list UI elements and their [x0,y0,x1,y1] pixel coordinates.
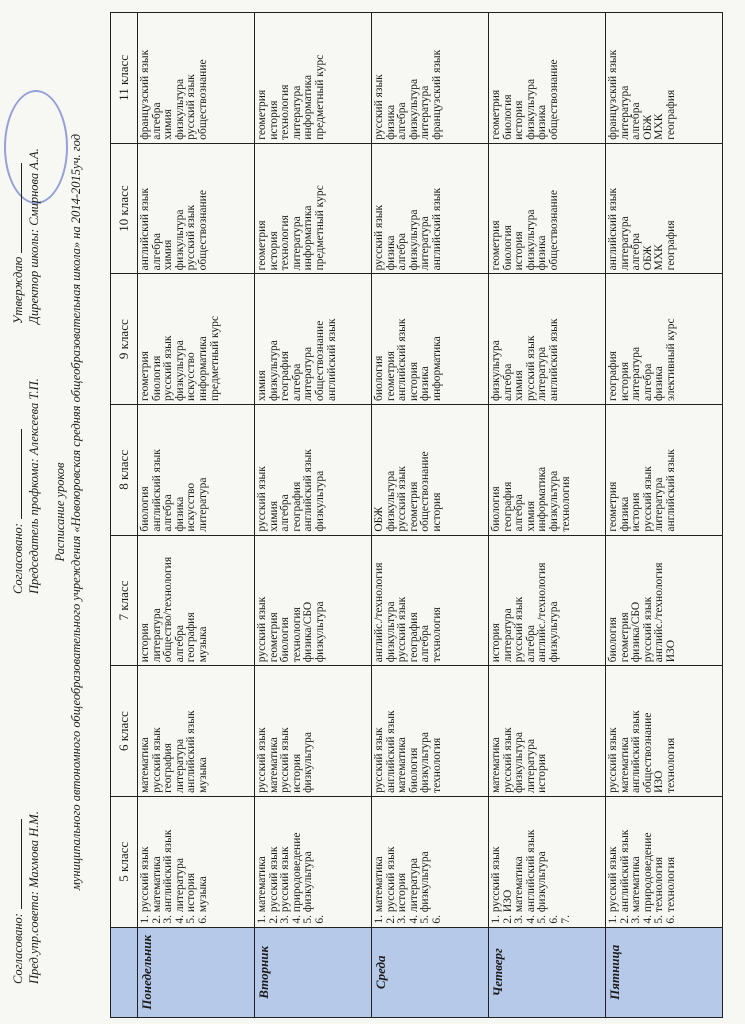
lesson: английский язык [630,710,643,793]
lesson: литература [290,85,303,140]
lesson: 3. математика [513,856,526,924]
lesson-cell [138,274,255,405]
lesson: русский язык [373,74,385,140]
lesson: обществознание [196,59,209,140]
lesson: английский язык [185,710,198,793]
lesson: музыка [196,626,209,663]
day-label: Вторник [255,927,372,1017]
lesson: физкультура [384,601,397,663]
lesson: алгебра [396,233,409,271]
lesson: физика [384,235,397,271]
lesson: ОБЖ [373,506,385,532]
day-row [372,13,489,1018]
lesson: география [279,351,292,401]
lesson: английский язык [396,318,409,401]
lesson: технология [559,476,572,532]
document-title [52,0,84,1024]
day-label: Пятница [606,927,723,1017]
lesson: обществознание [313,320,326,401]
lesson: физика/СБО [302,601,315,663]
lesson-cell [372,274,489,405]
lesson: ИЗО [664,639,677,663]
lesson: русский язык [150,727,163,793]
lesson: 1. русский язык [490,846,502,924]
lesson-cell [138,535,255,666]
lesson: обществознание [196,190,209,271]
lesson: русский язык [162,335,175,401]
lesson: биология [501,225,514,271]
lesson: физика [618,496,631,532]
lesson: физкультура [547,470,560,532]
lesson: 1. математика [373,856,385,924]
approval-middle-label: Согласовано: [11,523,25,594]
lesson: химия [162,239,175,271]
lesson: информатика [196,336,209,401]
lesson: технология [430,607,443,663]
lesson: 2. русский язык [384,846,397,924]
lesson: физкультура [313,470,326,532]
lesson: английский язык [664,449,677,532]
lesson: физкультура [419,732,432,793]
lesson: история [267,100,280,140]
lesson: история [513,231,526,271]
lesson: 4. литература [407,858,420,924]
lesson: алгебра [419,624,432,663]
lesson: предметный курс [313,185,326,271]
lesson: русский язык [396,466,409,532]
lesson: литература [419,85,432,140]
lesson-cell [606,143,723,274]
lesson: литература [196,477,209,532]
lesson-cell [138,405,255,536]
lesson: русский язык [641,596,654,663]
lesson: физкультура [173,340,186,401]
lesson: физкультура [524,78,537,140]
lesson: 5. технология [653,856,666,924]
approval-middle-person: Председатель профкома: Алексеева Т.П. [27,378,41,594]
lesson: технология [290,607,303,663]
approval-left [10,811,42,984]
lesson: музыка [196,757,209,793]
lesson: английский язык [302,449,315,532]
lesson: алгебра [150,102,163,140]
lesson: физика [653,366,666,401]
lesson-cell [138,796,255,927]
lesson: математика [396,737,409,793]
day-label: Понедельник [138,927,255,1017]
lesson: геометрия [607,481,619,532]
lesson-cell [606,666,723,797]
lesson: английс./технология [373,562,385,663]
lesson: 6. [313,914,326,924]
lesson: алгебра [173,624,186,663]
lesson: химия [524,501,537,532]
signature-left [11,819,22,909]
class-header: 8 класс [111,405,138,536]
class-header: 7 класс [111,535,138,666]
lesson: предметный курс [313,54,326,140]
approval-middle [10,378,42,594]
lesson-cell [489,666,606,797]
lesson: литература [290,216,303,271]
lesson-cell [606,13,723,144]
lesson-cell [372,535,489,666]
lesson: МХК [653,244,666,271]
lesson: география [501,481,514,532]
lesson: 5. физкультура [536,851,549,924]
class-header: 5 класс [111,796,138,927]
day-row [138,13,255,1018]
lesson: 1. русский язык [607,846,619,924]
lesson: 1. математика [256,856,268,924]
lesson: английский язык [150,449,163,532]
lesson: французский язык [430,49,443,140]
lesson: биология [501,94,514,140]
lesson: искусство [185,352,198,401]
lesson: физика [173,496,186,532]
lesson: химия [513,370,526,401]
lesson: физкультура [267,340,280,401]
lesson-cell [489,405,606,536]
schedule-table [110,12,723,1018]
lesson: 2. русский язык [267,846,280,924]
lesson: 6. [547,914,560,924]
title-line-1: Расписание уроков [53,462,67,562]
lesson: биология [490,486,502,532]
lesson: физика [419,366,432,401]
lesson: математика [490,737,502,793]
schedule-body [138,13,723,1018]
lesson: 3. русский язык [279,846,292,924]
day-row [489,13,606,1018]
lesson-cell [489,143,606,274]
class-header: 6 класс [111,666,138,797]
lesson: география [407,612,420,663]
lesson: география [664,220,677,271]
lesson: ОБЖ [641,114,654,140]
lesson-cell [138,13,255,144]
lesson: русский язык [256,466,268,532]
lesson: алгебра [641,363,654,401]
lesson: литература [536,346,549,401]
lesson: 6. [430,914,443,924]
lesson: 3. математика [630,856,643,924]
lesson: физкультура [490,340,502,401]
lesson: математика [139,737,151,793]
lesson: русский язык [373,204,385,271]
lesson-cell [138,143,255,274]
lesson: физика/СБО [630,601,643,663]
lesson: история [536,753,549,793]
lesson: русский язык [185,204,198,271]
lesson: литература [173,738,186,793]
lesson: математика [618,737,631,793]
lesson: технология [279,84,292,140]
lesson: физкультура [407,78,420,140]
class-header: 9 класс [111,274,138,405]
approval-right-label: Утверждаю [11,256,25,324]
lesson-cell [606,535,723,666]
lesson: геометрия [139,351,151,401]
lesson: география [290,481,303,532]
lesson: биология [139,486,151,532]
lesson: алгебра [630,233,643,271]
lesson-cell [489,535,606,666]
lesson: английский язык [607,187,619,271]
lesson-cell [489,13,606,144]
lesson: алгебра [279,494,292,532]
lesson-cell [372,796,489,927]
lesson: русский язык [501,727,514,793]
lesson: русский язык [607,727,619,793]
lesson: МХК [653,113,666,140]
lesson: информатика [302,74,315,140]
lesson: геометрия [490,89,502,140]
lesson: физкультура [513,732,526,793]
lesson: 4. природоведение [290,832,303,924]
lesson: геометрия [384,351,397,401]
lesson-cell [606,405,723,536]
lesson: физкультура [313,601,326,663]
lesson: геометрия [618,612,631,663]
day-row [255,13,372,1018]
lesson: 3. английский язык [162,829,175,924]
lesson: география [185,612,198,663]
lesson-cell [372,143,489,274]
lesson: технология [279,215,292,271]
lesson: ИЗО [653,770,666,793]
lesson-cell [372,666,489,797]
lesson-cell [255,405,372,536]
lesson: алгебра [524,624,537,663]
lesson: геометрия [490,220,502,271]
lesson: русский язык [513,596,526,663]
lesson: обществознание [419,451,432,532]
lesson: физкультура [173,78,186,140]
lesson-cell [606,274,723,405]
class-header: 10 класс [111,143,138,274]
lesson: русский язык [524,335,537,401]
lesson: литература [630,346,643,401]
lesson: биология [279,617,292,663]
lesson: английский язык [384,710,397,793]
lesson: физкультура [302,732,315,793]
lesson: английс./технология [536,562,549,663]
lesson: английский язык [139,187,151,271]
lesson-cell [372,13,489,144]
lesson: география [162,743,175,793]
lesson: ОБЖ [641,245,654,271]
lesson: физкультура [547,601,560,663]
lesson-cell [255,274,372,405]
lesson: 1. русский язык [139,846,151,924]
lesson: английс./технология [653,562,666,663]
lesson: история [430,492,443,532]
lesson: русский язык [641,466,654,532]
lesson-cell [489,796,606,927]
lesson: технология [664,737,677,793]
lesson: история [490,623,502,663]
corner-cell [111,927,138,1017]
lesson: литература [618,85,631,140]
lesson: английский язык [430,187,443,271]
lesson: химия [162,109,175,140]
lesson: русский язык [396,596,409,663]
approval-right-person: Директор школы: Смирнова А.А. [27,148,41,324]
lesson: алгебра [513,494,526,532]
signature-right [11,163,22,253]
title-line-2: муниципального автономного общеобразовательного учреждения «Новоюровская средняя общеобразовательная школа» на 2014-2015уч. год [69,133,83,891]
lesson: 2. математика [150,856,163,924]
lesson: физкультура [407,209,420,271]
class-header: 11 класс [111,13,138,144]
approval-left-label: Согласовано: [11,913,25,984]
lesson: физика [384,104,397,140]
lesson-cell [255,535,372,666]
lesson: геометрия [256,220,268,271]
lesson: русский язык [256,727,268,793]
lesson: математика [267,737,280,793]
lesson: 5. физкультура [419,851,432,924]
lesson-cell [255,796,372,927]
day-label: Четверг [489,927,606,1017]
lesson: французский язык [607,49,619,140]
lesson: обществознание [547,190,560,271]
lesson: французский язык [139,49,151,140]
lesson-cell [255,666,372,797]
lesson-cell [255,143,372,274]
lesson: английский язык [325,318,338,401]
lesson: физкультура [384,470,397,532]
lesson: алгебра [501,363,514,401]
lesson: 7. [559,914,572,924]
lesson: физкультура [173,209,186,271]
lesson: алгебра [396,102,409,140]
lesson: литература [524,738,537,793]
lesson: литература [501,608,514,663]
lesson-cell [138,666,255,797]
lesson: физкультура [524,209,537,271]
lesson: биология [607,617,619,663]
lesson: история [407,361,420,401]
day-row [606,13,723,1018]
lesson: предметный курс [208,315,221,401]
lesson: 3. история [396,872,409,924]
lesson: история [139,623,151,663]
lesson: технология [430,737,443,793]
lesson: алгебра [290,363,303,401]
lesson: география [664,89,677,140]
day-label: Среда [372,927,489,1017]
signature-middle [11,429,22,519]
lesson: 4. природоведение [641,832,654,924]
lesson: биология [373,355,385,401]
lesson: история [290,753,303,793]
class-header-row [111,13,138,1018]
lesson: русский язык [256,596,268,663]
lesson: 6. музыка [196,876,209,924]
lesson: 5. физкультура [302,851,315,924]
approval-right [10,148,42,324]
lesson: алгебра [630,102,643,140]
lesson: история [513,100,526,140]
lesson: 5. история [185,872,198,924]
lesson: английский язык [547,318,560,401]
lesson: 6. технология [664,856,677,924]
lesson: русский язык [279,727,292,793]
lesson: физика [536,235,549,271]
lesson: русский язык [185,74,198,140]
lesson: история [630,492,643,532]
lesson: общество/технология [162,556,175,663]
lesson: 2. английский язык [618,829,631,924]
lesson: информатика [302,205,315,271]
lesson: литература [150,608,163,663]
lesson: искусство [185,482,198,532]
lesson: геометрия [256,89,268,140]
lesson-cell [489,274,606,405]
lesson: информатика [536,466,549,532]
lesson: 4. литература [173,858,186,924]
lesson: информатика [430,336,443,401]
lesson: физика [536,104,549,140]
approval-left-person: Пред.упр.совета: Махмова Н.М. [27,811,41,984]
lesson: геометрия [267,612,280,663]
lesson: литература [653,477,666,532]
lesson: география [607,351,619,401]
lesson: история [618,361,631,401]
lesson: русский язык [373,727,385,793]
lesson: обществознание [547,59,560,140]
lesson: элективный курс [664,318,677,401]
lesson: биология [407,747,420,793]
lesson: обществознание [641,712,654,793]
lesson-cell [255,13,372,144]
lesson: химия [267,501,280,532]
lesson: литература [618,216,631,271]
lesson-cell [372,405,489,536]
lesson: алгебра [150,233,163,271]
lesson: биология [150,355,163,401]
lesson: история [267,231,280,271]
lesson: химия [256,370,268,401]
lesson-cell [606,796,723,927]
lesson: алгебра [162,494,175,532]
lesson: 2. ИЗО [501,889,514,924]
lesson: геометрия [407,481,420,532]
lesson: литература [419,216,432,271]
lesson: литература [302,346,315,401]
lesson: 4. английский язык [524,829,537,924]
